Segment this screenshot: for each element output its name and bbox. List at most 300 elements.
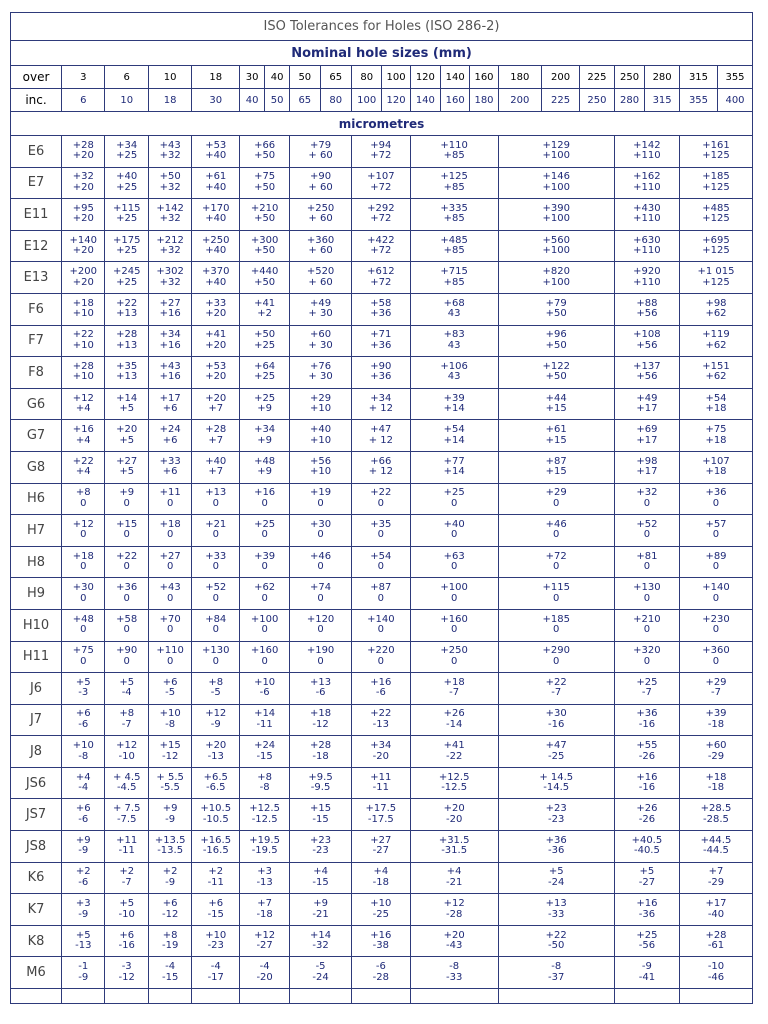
- lower-deviation: +18: [705, 466, 727, 478]
- lower-deviation: + 30: [308, 339, 333, 351]
- upper-deviation: +185: [542, 613, 570, 625]
- tolerance-cell: [498, 515, 614, 547]
- tolerance-cell: [192, 325, 240, 357]
- upper-deviation: -4: [259, 961, 270, 973]
- upper-deviation: +22: [72, 455, 94, 467]
- lower-deviation: 43: [447, 371, 461, 383]
- tolerance-cell: [62, 357, 105, 389]
- tolerance-cell: [192, 799, 240, 831]
- tolerance-cell: [62, 451, 105, 483]
- lower-deviation: -41: [638, 971, 656, 983]
- lower-deviation: +62: [705, 308, 727, 320]
- lower-deviation: + 12: [368, 403, 393, 415]
- tolerance-grade-label: E13: [11, 262, 62, 294]
- tolerance-row: [11, 673, 753, 705]
- upper-deviation: +390: [542, 202, 570, 214]
- tolerance-cell: [240, 704, 290, 736]
- lower-deviation: 0: [643, 655, 651, 667]
- lower-deviation: 0: [166, 624, 174, 636]
- tolerance-row: [11, 136, 753, 168]
- lower-deviation: 0: [712, 592, 720, 604]
- upper-deviation: +360: [702, 645, 730, 657]
- upper-deviation: +290: [542, 645, 570, 657]
- tolerance-cell: [240, 641, 290, 673]
- upper-deviation: +34: [159, 329, 181, 341]
- upper-deviation: +125: [440, 171, 468, 183]
- lower-deviation: +20: [72, 213, 94, 225]
- upper-deviation: +29: [705, 676, 727, 688]
- tolerance-cell: [679, 894, 752, 926]
- upper-deviation: +6: [208, 898, 224, 910]
- upper-deviation: +27: [159, 550, 181, 562]
- tolerance-cell: [148, 641, 191, 673]
- tolerance-cell: [148, 609, 191, 641]
- upper-deviation: +140: [702, 582, 730, 594]
- tolerance-cell: [352, 388, 411, 420]
- lower-deviation: + 30: [308, 308, 333, 320]
- lower-deviation: -4: [78, 782, 89, 794]
- lower-deviation: -27: [638, 876, 656, 888]
- lower-deviation: +9: [257, 403, 272, 415]
- upper-deviation: +8: [119, 708, 135, 720]
- lower-deviation: -61: [707, 940, 725, 952]
- upper-deviation: -3: [121, 961, 132, 973]
- tolerance-cell: [614, 230, 679, 262]
- tolerance-cell: [62, 199, 105, 231]
- lower-deviation: -19: [161, 940, 179, 952]
- tolerance-cell: [148, 736, 191, 768]
- upper-deviation: +115: [112, 202, 141, 214]
- upper-deviation: +715: [440, 266, 468, 278]
- tolerance-cell: [679, 925, 752, 957]
- tolerance-cell: [240, 894, 290, 926]
- lower-deviation: +56: [636, 308, 658, 320]
- lower-deviation: 0: [450, 561, 458, 573]
- lower-deviation: 0: [212, 624, 219, 636]
- size-over-cell: 280: [645, 66, 680, 89]
- size-inc-cell: 30: [192, 89, 240, 112]
- tolerance-cell: [679, 451, 752, 483]
- lower-deviation: -31.5: [441, 845, 468, 857]
- upper-deviation: +6: [75, 708, 91, 720]
- upper-deviation: +33: [159, 455, 181, 467]
- lower-deviation: +14: [443, 466, 465, 478]
- upper-deviation: +53: [205, 360, 227, 372]
- upper-deviation: -9: [641, 961, 652, 973]
- tolerance-cell: [290, 767, 352, 799]
- upper-deviation: +27: [116, 455, 138, 467]
- tolerance-cell: [192, 673, 240, 705]
- size-over-cell: 180: [498, 66, 541, 89]
- tolerance-cell: [192, 957, 240, 989]
- stub-cell: [498, 989, 614, 1004]
- upper-deviation: +230: [702, 613, 730, 625]
- size-over-cell: 140: [441, 66, 470, 89]
- tolerance-cell: [410, 167, 498, 199]
- lower-deviation: 0: [212, 592, 219, 604]
- tolerance-cell: [148, 515, 191, 547]
- lower-deviation: +50: [254, 213, 276, 225]
- tolerance-cell: [352, 925, 411, 957]
- lower-deviation: -56: [638, 940, 656, 952]
- tolerance-cell: [105, 799, 148, 831]
- lower-deviation: + 60: [308, 150, 333, 162]
- upper-deviation: +7: [257, 898, 272, 910]
- lower-deviation: +4: [75, 403, 91, 415]
- size-over-cell: 18: [192, 66, 240, 89]
- tolerance-grade-label: G8: [11, 451, 62, 483]
- tolerance-cell: [62, 704, 105, 736]
- upper-deviation: +146: [542, 171, 570, 183]
- lower-deviation: -6: [315, 687, 326, 699]
- tolerance-cell: [290, 199, 352, 231]
- tolerance-cell: [62, 831, 105, 863]
- tolerance-cell: [105, 831, 148, 863]
- tolerance-cell: [62, 925, 105, 957]
- tolerance-row: [11, 167, 753, 199]
- upper-deviation: +612: [367, 266, 395, 278]
- lower-deviation: 0: [450, 655, 458, 667]
- upper-deviation: +12: [72, 392, 94, 404]
- upper-deviation: +12: [254, 929, 276, 941]
- tolerance-cell: [410, 136, 498, 168]
- stub-cell: [679, 989, 752, 1004]
- upper-deviation: +34: [370, 392, 392, 404]
- tolerance-grade-label: JS8: [11, 831, 62, 863]
- tolerance-cell: [62, 293, 105, 325]
- upper-deviation: +12: [72, 518, 94, 530]
- tolerance-cell: [352, 199, 411, 231]
- tolerance-cell: [614, 673, 679, 705]
- tolerance-cell: [192, 862, 240, 894]
- upper-deviation: +29: [545, 487, 567, 499]
- upper-deviation: +77: [443, 455, 465, 467]
- tolerance-cell: [679, 673, 752, 705]
- upper-deviation: +28: [72, 360, 94, 372]
- tolerance-cell: [352, 831, 411, 863]
- lower-deviation: -22: [445, 750, 463, 762]
- tolerance-cell: [192, 578, 240, 610]
- upper-deviation: +16: [636, 898, 658, 910]
- lower-deviation: +100: [542, 213, 570, 225]
- upper-deviation: +110: [440, 139, 468, 151]
- lower-deviation: -9.5: [310, 782, 331, 794]
- lower-deviation: 0: [317, 624, 324, 636]
- lower-deviation: +110: [633, 181, 661, 193]
- tolerance-cell: [352, 641, 411, 673]
- upper-deviation: +30: [72, 582, 94, 594]
- upper-deviation: +18: [159, 518, 181, 530]
- tolerance-cell: [62, 136, 105, 168]
- tolerance-cell: [410, 293, 498, 325]
- upper-deviation: +41: [205, 329, 227, 341]
- tolerance-grade-label: E12: [11, 230, 62, 262]
- upper-deviation: +88: [636, 297, 658, 309]
- tolerance-cell: [614, 767, 679, 799]
- lower-deviation: +15: [545, 434, 567, 446]
- upper-deviation: +18: [72, 550, 94, 562]
- lower-deviation: +7: [208, 434, 224, 446]
- lower-deviation: +16: [159, 308, 181, 320]
- upper-deviation: +129: [542, 139, 570, 151]
- upper-deviation: +140: [367, 613, 395, 625]
- lower-deviation: 0: [643, 529, 651, 541]
- lower-deviation: +25: [116, 181, 138, 193]
- upper-deviation: +302: [156, 266, 184, 278]
- tolerance-cell: [192, 388, 240, 420]
- upper-deviation: +33: [205, 297, 227, 309]
- tolerance-cell: [290, 167, 352, 199]
- lower-deviation: -33: [445, 971, 463, 983]
- tolerance-cell: [679, 862, 752, 894]
- lower-deviation: +17: [636, 434, 658, 446]
- upper-deviation: +130: [633, 582, 661, 594]
- tolerance-cell: [614, 862, 679, 894]
- lower-deviation: -40: [707, 908, 725, 920]
- tolerance-grade-label: G7: [11, 420, 62, 452]
- lower-deviation: + 12: [368, 466, 393, 478]
- tolerance-grade-label: M6: [11, 957, 62, 989]
- upper-deviation: +24: [254, 740, 276, 752]
- upper-deviation: +27: [370, 834, 392, 846]
- tolerance-cell: [105, 483, 148, 515]
- lower-deviation: -15: [312, 813, 329, 825]
- tolerance-cell: [614, 641, 679, 673]
- tolerance-cell: [62, 767, 105, 799]
- tolerance-cell: [240, 831, 290, 863]
- tolerance-cell: [62, 609, 105, 641]
- tolerance-cell: [148, 293, 191, 325]
- upper-deviation: +20: [205, 740, 227, 752]
- tolerance-grade-label: H10: [11, 609, 62, 641]
- lower-deviation: -44.5: [703, 845, 729, 857]
- tolerance-grade-label: K6: [11, 862, 62, 894]
- stub-cell: [240, 989, 290, 1004]
- lower-deviation: +50: [254, 181, 276, 193]
- lower-deviation: -14: [445, 718, 463, 730]
- lower-deviation: -23: [207, 940, 224, 952]
- upper-deviation: +22: [545, 929, 567, 941]
- lower-deviation: -6.5: [205, 782, 226, 794]
- tolerance-cell: [679, 799, 752, 831]
- upper-deviation: +245: [112, 266, 141, 278]
- tolerance-cell: [679, 388, 752, 420]
- tolerance-cell: [498, 957, 614, 989]
- upper-deviation: +17: [159, 392, 181, 404]
- tolerance-cell: [410, 894, 498, 926]
- lower-deviation: 43: [447, 308, 461, 320]
- lower-deviation: 0: [261, 624, 268, 636]
- lower-deviation: 0: [450, 592, 458, 604]
- upper-deviation: +8: [208, 676, 224, 688]
- lower-deviation: +17: [636, 403, 658, 415]
- lower-deviation: -15: [207, 908, 224, 920]
- upper-deviation: +25: [443, 487, 465, 499]
- lower-deviation: +72: [370, 150, 392, 162]
- lower-deviation: -5.5: [160, 782, 180, 794]
- tolerance-cell: [410, 609, 498, 641]
- tolerance-cell: [148, 420, 191, 452]
- tolerance-cell: [62, 736, 105, 768]
- tolerance-row: [11, 704, 753, 736]
- upper-deviation: +2: [119, 866, 135, 878]
- lower-deviation: 0: [450, 529, 458, 541]
- lower-deviation: 0: [317, 655, 324, 667]
- upper-deviation: +96: [545, 329, 567, 341]
- stub-cell: [614, 989, 679, 1004]
- upper-deviation: +10: [254, 676, 276, 688]
- lower-deviation: 0: [712, 624, 720, 636]
- upper-deviation: +47: [370, 424, 392, 436]
- lower-deviation: +125: [702, 181, 730, 193]
- nominal-sizes-heading: Nominal hole sizes (mm): [11, 41, 753, 66]
- tolerance-cell: [148, 799, 191, 831]
- upper-deviation: +43: [159, 139, 181, 151]
- upper-deviation: +161: [702, 139, 730, 151]
- upper-deviation: +4: [313, 866, 328, 878]
- size-over-cell: 250: [614, 66, 644, 89]
- tolerance-cell: [105, 420, 148, 452]
- tolerance-cell: [614, 894, 679, 926]
- tolerance-cell: [614, 704, 679, 736]
- stub-cell: [105, 989, 148, 1004]
- lower-deviation: + 60: [308, 276, 333, 288]
- lower-deviation: +14: [443, 434, 465, 446]
- tolerance-cell: [62, 483, 105, 515]
- lower-deviation: 0: [317, 497, 324, 509]
- tolerance-cell: [679, 262, 752, 294]
- lower-deviation: -11: [256, 718, 273, 730]
- upper-deviation: +107: [702, 455, 730, 467]
- tolerance-cell: [290, 831, 352, 863]
- tolerance-cell: [105, 199, 148, 231]
- tolerance-cell: [290, 862, 352, 894]
- tolerance-cell: [105, 230, 148, 262]
- tolerance-grade-label: K7: [11, 894, 62, 926]
- upper-deviation: +5: [639, 866, 655, 878]
- tolerance-cell: [192, 925, 240, 957]
- upper-deviation: +151: [702, 360, 730, 372]
- tolerance-cell: [614, 451, 679, 483]
- lower-deviation: +5: [119, 466, 135, 478]
- upper-deviation: +57: [705, 518, 727, 530]
- tolerance-grade-label: E7: [11, 167, 62, 199]
- upper-deviation: +130: [202, 645, 230, 657]
- size-over-cell: 30: [240, 66, 265, 89]
- size-inc-cell: 315: [645, 89, 680, 112]
- upper-deviation: +820: [542, 266, 570, 278]
- size-inc-cell: 180: [470, 89, 498, 112]
- lower-deviation: -4.5: [116, 782, 137, 794]
- upper-deviation: +50: [159, 171, 181, 183]
- tolerance-cell: [679, 230, 752, 262]
- upper-deviation: +110: [156, 645, 184, 657]
- lower-deviation: -26: [638, 750, 656, 762]
- size-inc-cell: 40: [240, 89, 265, 112]
- lower-deviation: 0: [80, 624, 87, 636]
- tolerance-grade-label: F8: [11, 357, 62, 389]
- upper-deviation: +10: [370, 898, 392, 910]
- tolerance-cell: [614, 199, 679, 231]
- lower-deviation: -8: [78, 750, 89, 762]
- tolerance-grade-label: J8: [11, 736, 62, 768]
- size-over-cell: 10: [148, 66, 191, 89]
- size-over-cell: 50: [290, 66, 320, 89]
- lower-deviation: 0: [80, 561, 87, 573]
- upper-deviation: +63: [443, 550, 465, 562]
- tolerance-cell: [498, 862, 614, 894]
- upper-deviation: +108: [633, 329, 661, 341]
- tolerance-cell: [240, 420, 290, 452]
- upper-deviation: +36: [705, 487, 727, 499]
- tolerance-row: [11, 578, 753, 610]
- lower-deviation: -13: [256, 876, 273, 888]
- upper-deviation: +87: [370, 582, 392, 594]
- tolerance-cell: [498, 230, 614, 262]
- upper-deviation: +250: [202, 234, 230, 246]
- upper-deviation: +14: [254, 708, 276, 720]
- tolerance-cell: [62, 641, 105, 673]
- table-row-stub: [11, 989, 753, 1004]
- tolerance-cell: [62, 673, 105, 705]
- upper-deviation: +39: [254, 550, 276, 562]
- lower-deviation: 0: [377, 655, 385, 667]
- lower-deviation: 0: [377, 561, 385, 573]
- tolerance-row: [11, 736, 753, 768]
- upper-deviation: +36: [636, 708, 658, 720]
- upper-deviation: +185: [702, 171, 730, 183]
- tolerance-cell: [105, 546, 148, 578]
- tolerance-grade-label: J6: [11, 673, 62, 705]
- lower-deviation: 0: [377, 592, 385, 604]
- upper-deviation: +27: [159, 297, 181, 309]
- lower-deviation: +110: [633, 276, 661, 288]
- lower-deviation: 0: [553, 592, 560, 604]
- lower-deviation: +125: [702, 276, 730, 288]
- lower-deviation: -3: [78, 687, 89, 699]
- lower-deviation: 0: [261, 529, 268, 541]
- upper-deviation: +9: [162, 803, 178, 815]
- upper-deviation: +39: [443, 392, 465, 404]
- lower-deviation: -7: [641, 687, 652, 699]
- lower-deviation: +40: [205, 276, 227, 288]
- tolerance-cell: [148, 136, 191, 168]
- upper-deviation: +8: [162, 929, 178, 941]
- upper-deviation: +29: [310, 392, 332, 404]
- lower-deviation: -12: [118, 971, 135, 983]
- tolerance-cell: [498, 704, 614, 736]
- lower-deviation: -19.5: [251, 845, 278, 857]
- lower-deviation: +9: [257, 434, 272, 446]
- tolerance-grade-label: H6: [11, 483, 62, 515]
- tolerance-cell: [62, 894, 105, 926]
- tolerance-cell: [192, 641, 240, 673]
- upper-deviation: +16: [636, 771, 658, 783]
- lower-deviation: + 60: [308, 213, 333, 225]
- lower-deviation: -21: [445, 876, 463, 888]
- lower-deviation: -9: [78, 908, 89, 920]
- unit-heading: micrometres: [11, 112, 753, 136]
- upper-deviation: +292: [367, 202, 395, 214]
- tolerance-cell: [679, 831, 752, 863]
- upper-deviation: +40: [116, 171, 138, 183]
- lower-deviation: 0: [80, 529, 87, 541]
- upper-deviation: +52: [205, 582, 227, 594]
- lower-deviation: 0: [553, 561, 560, 573]
- tolerance-cell: [498, 167, 614, 199]
- lower-deviation: -18: [312, 750, 329, 762]
- upper-deviation: +9: [75, 834, 91, 846]
